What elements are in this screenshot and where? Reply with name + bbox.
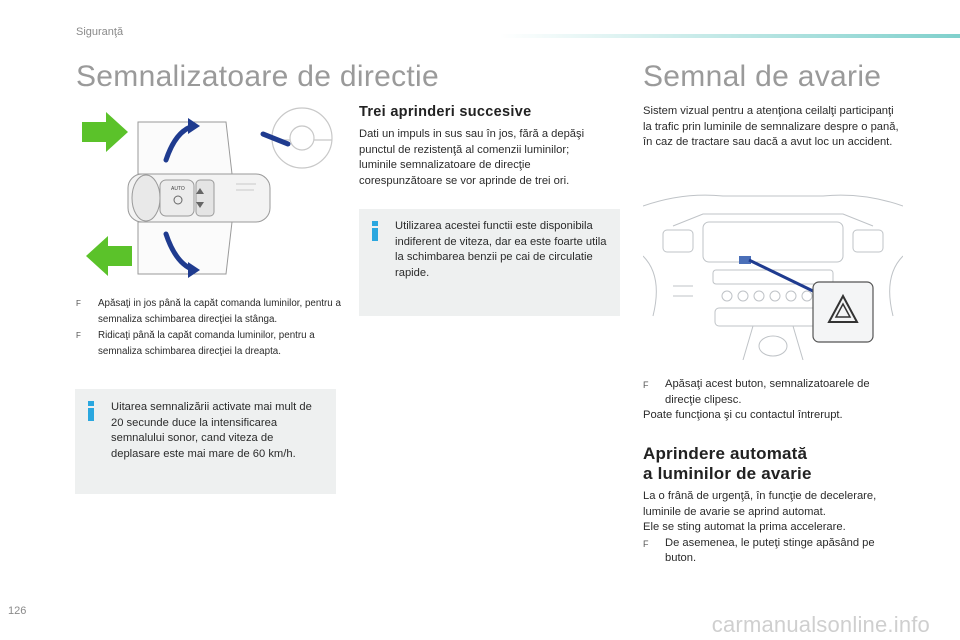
arrow-right-icon	[82, 112, 128, 152]
info-icon	[85, 401, 97, 421]
arrow-left-icon	[86, 236, 132, 276]
middle-subtitle: Trei aprinderi succesive	[359, 104, 532, 120]
list-item	[643, 377, 905, 408]
header-rule	[500, 34, 960, 38]
right-bullet-1: Apăsaţi acest buton, semnalizatoarele de direcţie clipesc.	[665, 378, 870, 406]
right-bullet-block-1	[643, 377, 905, 424]
right-para2-line-1: La o frână de urgenţă, în funcţie de decelerare, luminile de avarie se aprind automat.	[643, 490, 877, 518]
right-paragraph-2	[643, 489, 905, 567]
list-item	[643, 536, 905, 567]
steering-wheel-icon	[272, 108, 332, 168]
stalk-auto-label: AUTO	[171, 186, 185, 192]
left-title: Semnalizatoare de directie	[76, 60, 439, 93]
left-bullet-2: Ridicaţi până la capăt comanda luminilor, pentru a semnaliza schimbarea direcţiei la dreapta.	[98, 330, 315, 357]
right-title: Semnal de avarie	[643, 60, 882, 93]
turn-signal-stalk-illustration	[76, 104, 338, 290]
hazard-button-illustration	[643, 186, 903, 360]
left-note-text: Uitarea semnalizării activate mai mult de 20 secunde duce la intensificarea semnalului sonor, cand viteza de deplasare este mai mare de 60 km/h.	[111, 401, 312, 460]
watermark: carmanualsonline.info	[711, 612, 930, 637]
info-icon	[369, 221, 381, 241]
hazard-button	[813, 282, 873, 342]
middle-paragraph: Dati un impuls in sus sau în jos, fără a depăşi punctul de rezistenţă al comenzii luminilor; luminile semnalizatoare de direcţie corespunzătoare se vor aprinde de trei ori.	[359, 128, 585, 187]
bullet-icon: F	[76, 331, 81, 340]
bullet-icon: F	[643, 380, 649, 390]
middle-info-note	[359, 209, 620, 316]
bullet-icon: F	[76, 299, 81, 308]
left-info-note	[75, 389, 336, 494]
list-item	[76, 296, 348, 328]
page-number: 126	[8, 605, 27, 617]
list-item	[76, 328, 348, 360]
right-subtitle	[643, 444, 905, 484]
section-label: Siguranţă	[76, 26, 124, 38]
right-line-1: Poate funcţiona şi cu contactul întrerupt.	[643, 409, 843, 422]
right-intro: Sistem vizual pentru a atenţiona ceilalţi participanţi la trafic prin luminile de semnalizare despre o pană, în caz de tractare sau dacă a avut loc un accident.	[643, 105, 899, 149]
left-bullet-1: Apăsaţi in jos până la capăt comanda luminilor, pentru a semnaliza schimbarea direcţiei la stânga.	[98, 298, 341, 325]
bullet-icon: F	[643, 538, 649, 549]
middle-note-text: Utilizarea acestei functii este disponibila indiferent de viteza, dar ea este foarte utila la schimbarea benzii pe cai de circulatie rapide.	[395, 220, 607, 279]
right-bullet-2: De asemenea, le puteţi stinge apăsând pe buton.	[665, 536, 875, 565]
left-bullet-list	[76, 296, 348, 360]
right-para2-line-2: Ele se sting automat la prima accelerare.	[643, 521, 846, 534]
right-subtitle-line-2: a luminilor de avarie	[643, 464, 812, 483]
right-subtitle-line-1: Aprindere automată	[643, 444, 808, 463]
